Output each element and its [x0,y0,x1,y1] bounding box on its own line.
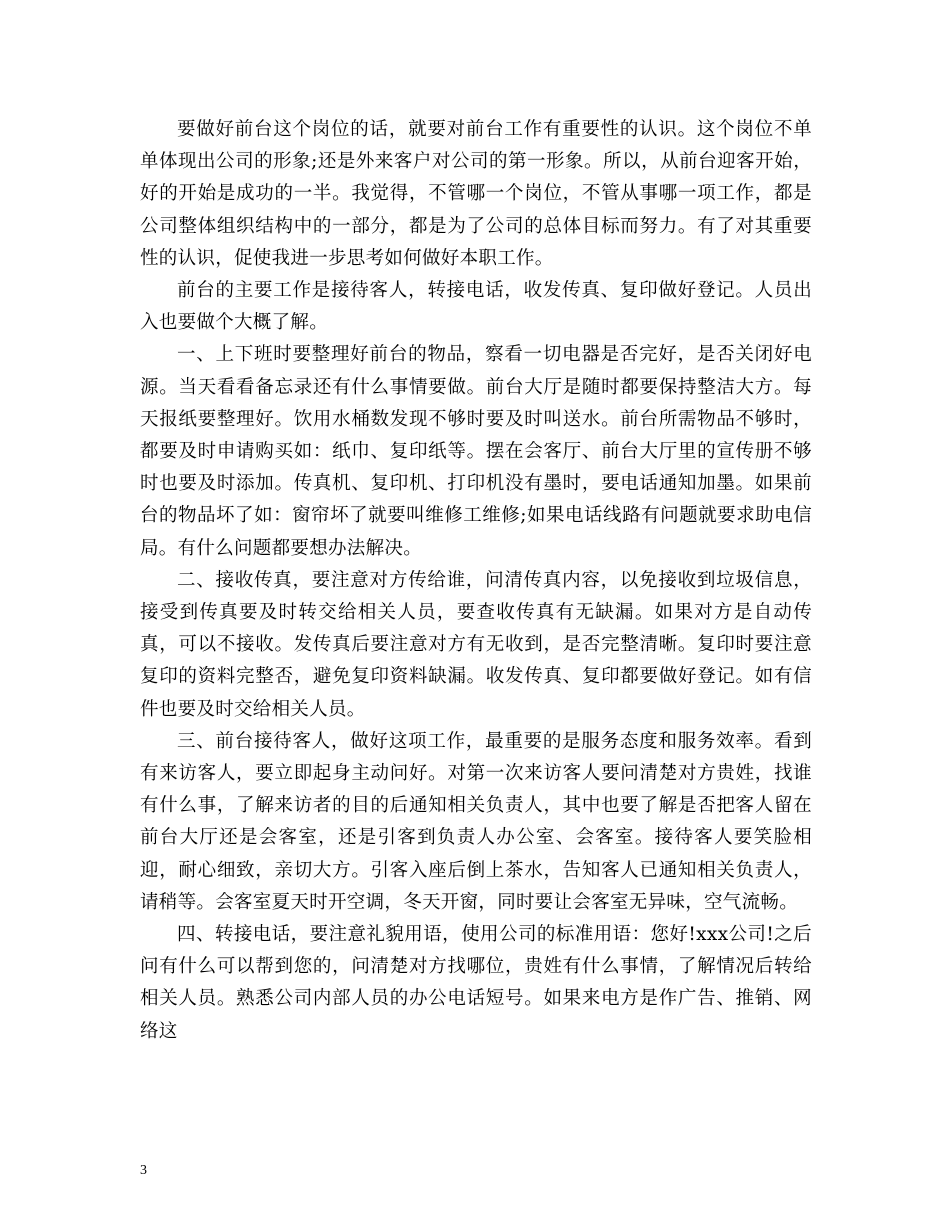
paragraph-item-four: 四、转接电话，要注意礼貌用语，使用公司的标准用语：您好!xxx公司!之后问有什么可以帮到您的，问清楚对方找哪位，贵姓有什么事情，了解情况后转给相关人员。熟悉公司内部人员的办公电话短号。如果来电方是作广告、推销、网络这 [140,924,812,1042]
paragraph-item-two: 二、接收传真，要注意对方传给谁，问清传真内容，以免接收到垃圾信息，接受到传真要及时转交给相关人员，要查收传真有无缺漏。如果对方是自动传真，可以不接收。发传真后要注意对方有无收到，是否完整清晰。复印时要注意复印的资料完整否，避免复印资料缺漏。收发传真、复印都要做好登记。如有信件也要及时交给相关人员。 [140,569,812,720]
document-body [140,114,812,1048]
paragraph-item-one: 一、上下班时要整理好前台的物品，察看一切电器是否完好，是否关闭好电源。当天看看备忘录还有什么事情要做。前台大厅是随时都要保持整洁大方。每天报纸要整理好。饮用水桶数发现不够时要及时叫送水。前台所需物品不够时，都要及时申请购买如：纸巾、复印纸等。摆在会客厅、前台大厅里的宣传册不够时也要及时添加。传真机、复印机、打印机没有墨时，要电话通知加墨。如果前台的物品坏了如：窗帘坏了就要叫维修工维修;如果电话线路有问题就要求助电信局。有什么问题都要想办法解决。 [140,344,812,559]
paragraph-intro: 要做好前台这个岗位的话，就要对前台工作有重要性的认识。这个岗位不单单体现出公司的形象;还是外来客户对公司的第一形象。所以，从前台迎客开始，好的开始是成功的一半。我觉得，不管哪一个岗位，不管从事哪一项工作，都是公司整体组织结构中的一部分，都是为了公司的总体目标而努力。有了对其重要性的认识，促使我进一步思考如何做好本职工作。 [140,119,812,269]
page-number: 3 [140,1163,147,1178]
paragraph-main-duties: 前台的主要工作是接待客人，转接电话，收发传真、复印做好登记。人员出入也要做个大概了解。 [140,280,812,334]
paragraph-item-three: 三、前台接待客人，做好这项工作，最重要的是服务态度和服务效率。看到有来访客人，要立即起身主动问好。对第一次来访客人要问清楚对方贵姓，找谁有什么事，了解来访者的目的后通知相关负责人，其中也要了解是否把客人留在前台大厅还是会客室，还是引客到负责人办公室、会客室。接待客人要笑脸相迎，耐心细致，亲切大方。引客入座后倒上茶水，告知客人已通知相关负责人，请稍等。会客室夏天时开空调，冬天开窗，同时要让会客室无异味，空气流畅。 [140,730,812,913]
